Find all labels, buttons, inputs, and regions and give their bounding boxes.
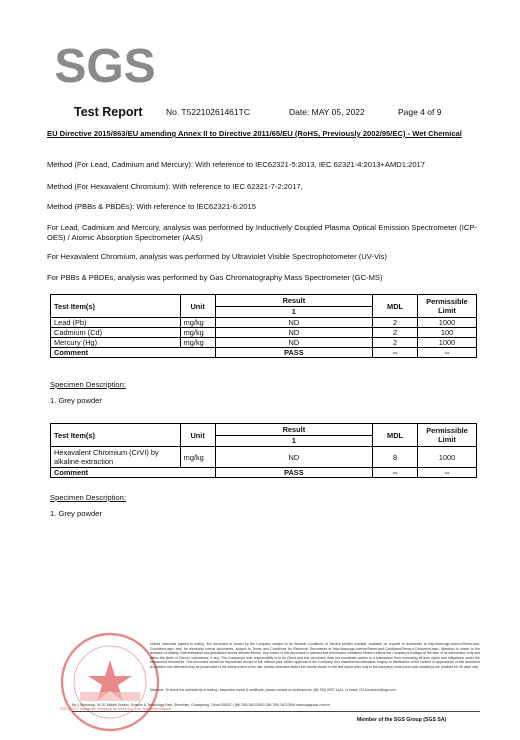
analysis-line: For Lead, Cadmium and Mercury, analysis was performed by Inductively Coupled Plasma Optical Emission Spectrometer (ICP-OES) / Atomic Absorption Spectrometer (AAS) bbox=[47, 223, 477, 243]
cell-unit: mg/kg bbox=[180, 328, 215, 338]
sgs-logo bbox=[54, 40, 156, 93]
comment-label: Comment bbox=[51, 348, 216, 358]
sgs-logo-text: SGS bbox=[54, 40, 156, 93]
cell-result: ND bbox=[215, 338, 373, 348]
specimen-label: Specimen Description: bbox=[50, 493, 126, 502]
cell-mdl: 2 bbox=[373, 328, 418, 338]
comment-label: Comment bbox=[51, 468, 216, 478]
comment-mdl: -- bbox=[373, 348, 418, 358]
cell-unit: mg/kg bbox=[180, 338, 215, 348]
comment-row bbox=[51, 468, 477, 478]
cell-item: Hexavalent Chromium (CrVI) by alkaline extraction bbox=[51, 447, 181, 468]
comment-limit: -- bbox=[418, 468, 477, 478]
report-date: Date: MAY 05, 2022 bbox=[289, 107, 365, 117]
table-row bbox=[51, 328, 477, 338]
footer-divider bbox=[72, 711, 480, 712]
cell-result: ND bbox=[215, 318, 373, 328]
header-test-item: Test Item(s) bbox=[51, 295, 181, 318]
cell-item: Lead (Pb) bbox=[51, 318, 181, 328]
cell-limit: 1000 bbox=[418, 447, 477, 468]
cell-item: Cadmium (Cd) bbox=[51, 328, 181, 338]
comment-result: PASS bbox=[215, 348, 373, 358]
header-limit: Permissible Limit bbox=[418, 424, 477, 447]
analysis-line: For PBBs & PBDEs, analysis was performed by Gas Chromatography Mass Spectrometer (GC-MS) bbox=[47, 273, 383, 282]
table-row bbox=[51, 447, 477, 468]
comment-result: PASS bbox=[215, 468, 372, 478]
method-line: Method (PBBs & PBDEs): With reference to IEC62321-6:2015 bbox=[47, 202, 256, 211]
header-result-sub: 1 bbox=[215, 306, 373, 318]
report-number: No. T52210261461TC bbox=[166, 107, 250, 117]
header-result: Result bbox=[215, 424, 372, 436]
table-header-row bbox=[51, 424, 477, 436]
header-mdl: MDL bbox=[373, 295, 418, 318]
method-line: Method (For Hexavalent Chromium): With reference to IEC 62321-7-2:2017, bbox=[47, 182, 303, 191]
cell-item: Mercury (Hg) bbox=[51, 338, 181, 348]
cell-limit: 1000 bbox=[418, 318, 477, 328]
authenticity-note: Attention: To check the authenticity of testing / inspection report & certificate, please contact us at telephone: (86-755) 8307 1443, or email: CN.Doccheck@sgs.com bbox=[150, 688, 396, 692]
cell-mdl: 2 bbox=[373, 338, 418, 348]
header-unit: Unit bbox=[180, 424, 215, 447]
section-title: EU Directive 2015/863/EU amending Annex II to Directive 2011/65/EU (RoHS, Previously 2002/95/EC) - Wet Chemical bbox=[47, 129, 462, 138]
results-table-1 bbox=[50, 294, 477, 358]
cell-limit: 100 bbox=[418, 328, 477, 338]
header-limit: Permissible Limit bbox=[418, 295, 477, 318]
disclaimer-text: Unless otherwise agreed in writing, this document is issued by the Company subject to its General Conditions of Service printed overleaf, available on request or accessible at http://www.sgs.com/en/Terms-and-Conditions.aspx and, for electronic format documents, subject to Terms and Conditions for Electronic Documents at http://www.sgs.com/en/Terms-and-Conditions/Terms-e-Document.aspx. Attention is drawn to the limitation of liability, indemnification and jurisdiction issues defined therein. Any holder of this document is advised that information contained hereon reflects the Company's findings at the time of its intervention only and within the limits of Client's instructions, if any. The Company's sole responsibility is to its Client and this document does not exonerate parties to a transaction from exercising all their rights and obligations under the transaction documents. This document cannot be reproduced except in full, without prior written approval of the Company. Any unauthorized alteration, forgery or falsification of the content or appearance of this document is unlawful and offenders may be prosecuted to the fullest extent of the law. Unless otherwise stated the results shown in this test report refer only to the sample(s) tested and such sample(s) are retained for 30 days only. bbox=[150, 642, 480, 669]
cell-result: ND bbox=[215, 328, 373, 338]
cell-unit: mg/kg bbox=[180, 318, 215, 328]
page-indicator: Page 4 of 9 bbox=[398, 107, 442, 117]
comment-mdl: -- bbox=[373, 468, 418, 478]
cell-mdl: 8 bbox=[373, 447, 418, 468]
analysis-line: For Hexavalent Chromium, analysis was performed by Ultraviolet Visible Spectrophotometer (UV-Vis) bbox=[47, 252, 387, 261]
company-address: No.1 Workshop, M-10, Middle Section, Science & Technology Park, Shenzhen, Guangdong, China 518057 t (86-755) 26012053 f (86-755) 26710594 www.sgsgroup.com.cn bbox=[72, 703, 331, 707]
method-line: Method (For Lead, Cadmium and Mercury): With reference to IEC62321-5:2013, IEC 62321-4:2013+AMD1:2017 bbox=[47, 160, 425, 169]
member-line: Member of the SGS Group (SGS SA) bbox=[357, 717, 447, 723]
comment-limit: -- bbox=[418, 348, 477, 358]
header-test-item: Test Item(s) bbox=[51, 424, 181, 447]
cell-limit: 1000 bbox=[418, 338, 477, 348]
cell-mdl: 2 bbox=[373, 318, 418, 328]
header-result-sub: 1 bbox=[215, 435, 372, 447]
cell-unit: mg/kg bbox=[180, 447, 215, 468]
table-row bbox=[51, 338, 477, 348]
specimen-item: 1. Grey powder bbox=[50, 509, 102, 518]
comment-row bbox=[51, 348, 477, 358]
specimen-item: 1. Grey powder bbox=[50, 396, 102, 405]
header-result: Result bbox=[215, 295, 373, 307]
company-seal-stamp bbox=[58, 630, 162, 734]
stamp-text: SGS-CSTC Standards Technical Services Co., Ltd. Shenzhen Branch bbox=[60, 707, 171, 711]
table-header-row bbox=[51, 295, 477, 307]
report-title: Test Report bbox=[74, 105, 143, 119]
cell-result: ND bbox=[215, 447, 372, 468]
header-unit: Unit bbox=[180, 295, 215, 318]
results-table-2 bbox=[50, 423, 477, 478]
specimen-label: Specimen Description: bbox=[50, 380, 126, 389]
header-mdl: MDL bbox=[373, 424, 418, 447]
table-row bbox=[51, 318, 477, 328]
